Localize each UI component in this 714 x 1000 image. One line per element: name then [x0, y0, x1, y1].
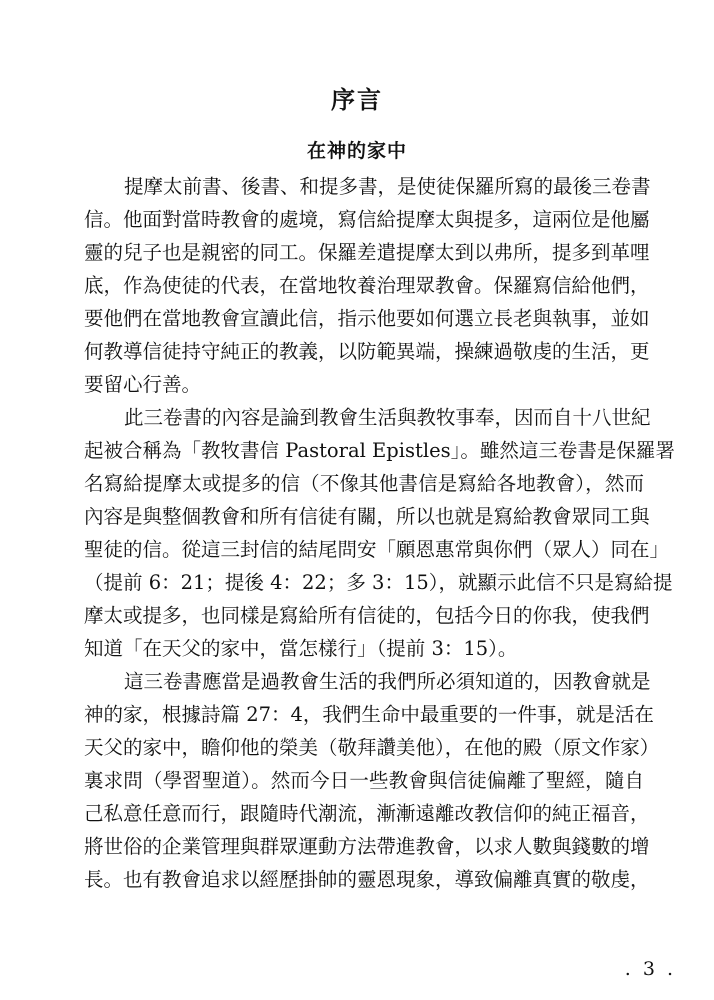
page-number: . 3 . [624, 958, 676, 980]
text-line: 要他們在當地教會宣讀此信，指示他要如何選立長老與執事，並如 [84, 307, 650, 330]
text-line: 己私意任意而行，跟隨時代潮流，漸漸遠離改教信仰的純正福音， [84, 802, 650, 825]
text-line: 底，作為使徒的代表，在當地牧養治理眾教會。保羅寫信給他們， [84, 274, 650, 297]
text-line: （提前 6：21；提後 4：22；多 3：15），就顯示此信不只是寫給提 [84, 571, 673, 594]
text-line: 此三卷書的內容是論到教會生活與教牧事奉，因而自十八世紀 [124, 406, 651, 429]
text-line: 靈的兒子也是親密的同工。保羅差遣提摩太到以弗所，提多到革哩 [84, 241, 650, 264]
text-line: 提摩太前書、後書、和提多書，是使徒保羅所寫的最後三卷書 [124, 175, 651, 198]
text-line: 起被合稱為「教牧書信 Pastoral Epistles」。雖然這三卷書是保羅署 [84, 439, 675, 462]
text-line: 摩太或提多，也同樣是寫給所有信徒的，包括今日的你我，使我們 [84, 604, 650, 627]
paragraph-2 [84, 401, 675, 665]
text-line: 聖徒的信。從這三封信的結尾問安「願恩惠常與你們（眾人）同在」 [84, 538, 670, 561]
text-line: 這三卷書應當是過教會生活的我們所必須知道的，因教會就是 [124, 670, 651, 693]
body-text [84, 170, 675, 896]
text-line: 知道「在天父的家中，當怎樣行」（提前 3：15）。 [84, 637, 518, 660]
text-line: 長。也有教會追求以經歷掛帥的靈恩現象，導致偏離真實的敬虔， [84, 868, 650, 891]
text-line: 內容是與整個教會和所有信徒有關，所以也就是寫給教會眾同工與 [84, 505, 650, 528]
text-line: 要留心行善。 [84, 373, 202, 396]
text-line: 將世俗的企業管理與群眾運動方法帶進教會，以求人數與錢數的增 [84, 835, 650, 858]
text-line: 天父的家中，瞻仰他的榮美（敬拜讚美他），在他的殿（原文作家） [84, 736, 660, 759]
page-title: 序言 [331, 86, 383, 114]
text-line: 裏求問（學習聖道）。然而今日一些教會與信徒偏離了聖經，隨自 [84, 769, 644, 792]
text-line: 信。他面對當時教會的處境，寫信給提摩太與提多，這兩位是他屬 [84, 208, 650, 231]
paragraph-1 [84, 170, 651, 401]
paragraph-3 [84, 665, 660, 896]
section-subtitle: 在神的家中 [306, 140, 407, 162]
text-line: 名寫給提摩太或提多的信（不像其他書信是寫給各地教會），然而 [84, 472, 644, 495]
text-line: 神的家，根據詩篇 27：4，我們生命中最重要的一件事，就是活在 [84, 703, 654, 726]
text-line: 何教導信徒持守純正的教義，以防範異端，操練過敬虔的生活，更 [84, 340, 650, 363]
